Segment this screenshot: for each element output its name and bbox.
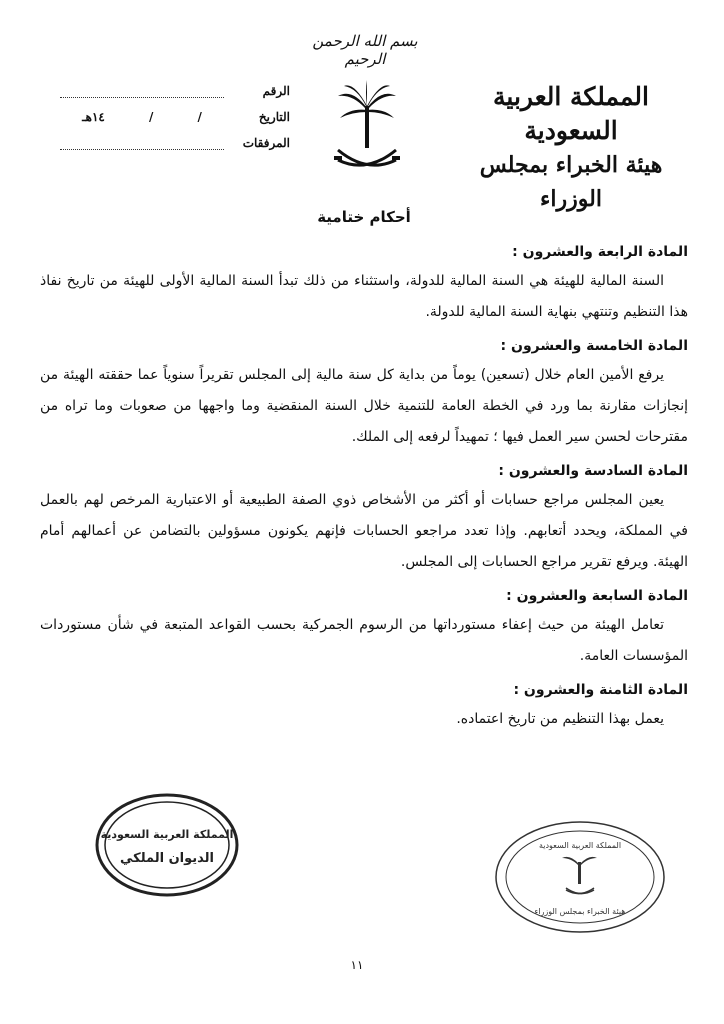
article-heading: المادة الرابعة والعشرون :	[512, 244, 688, 260]
article-heading: المادة السابعة والعشرون :	[506, 588, 688, 604]
seal-left-line2: الديوان الملكي	[119, 851, 215, 866]
reference-date-label: التاريخ	[258, 110, 290, 124]
reference-date-value	[60, 110, 224, 124]
royal-court-seal	[92, 790, 242, 900]
reference-number-label: الرقم	[262, 84, 290, 98]
letterhead-country: المملكة العربية السعودية	[493, 82, 649, 145]
article-text: السنة المالية للهيئة هي السنة المالية للدولة، واستثناء من ذلك تبدأ السنة المالية الأولى للهيئة من تاريخ نفاذ هذا التنظيم وتنتهي بنهاية السنة المالية للدولة.	[40, 273, 688, 320]
page-number: ١١	[350, 958, 364, 972]
article-heading: المادة السادسة والعشرون :	[498, 463, 688, 479]
article-text: تعامل الهيئة من حيث إعفاء مستورداتها من الرسوم الجمركية بحسب القواعد المتبعة في شأن مستوردات المؤسسات العامة.	[40, 617, 688, 664]
seal-right-line2: هيئة الخبراء بمجلس الوزراء	[534, 907, 626, 916]
basmala: بسم الله الرحمن الرحيم	[312, 32, 418, 68]
date-separator: /	[197, 110, 202, 124]
letterhead-agency: هيئة الخبراء بمجلس الوزراء	[479, 152, 663, 212]
article-text: يعمل بهذا التنظيم من تاريخ اعتماده.	[456, 711, 664, 727]
saudi-emblem-icon	[332, 78, 402, 178]
reference-attachments-line	[60, 135, 224, 150]
article-heading: المادة الثامنة والعشرون :	[513, 682, 688, 698]
seal-left-line1: المملكة العربية السعودية	[100, 828, 234, 841]
seal-right-line1: المملكة العربية السعودية	[538, 841, 622, 850]
document-title: أحكام ختامية	[317, 208, 411, 226]
date-year: ١٤هـ	[82, 110, 105, 124]
reference-block	[60, 72, 290, 150]
article-heading: المادة الخامسة والعشرون :	[500, 338, 688, 354]
reference-number-row	[60, 72, 290, 98]
experts-commission-seal	[492, 818, 668, 936]
letterhead-title	[446, 80, 696, 216]
reference-date-row	[60, 98, 290, 124]
document-body	[40, 208, 688, 745]
reference-attachments-label: المرفقات	[242, 136, 290, 150]
article-text: يعين المجلس مراجع حسابات أو أكثر من الأشخاص ذوي الصفة الطبيعية أو الاعتبارية المرخص لهم بالعمل في المملكة، ويحدد أتعابهم. وإذا تعدد مراجعو الحسابات فإنهم يكونون مسؤولين بالتضامن عن أعمالهم أمام الهيئة. ويرفع تقرير مراجع الحسابات إلى المجلس.	[40, 492, 688, 570]
article-text: يرفع الأمين العام خلال (تسعين) يوماً من بداية كل سنة مالية إلى المجلس تقريراً سنوياً عما حققته الهيئة من إنجازات مقارنة بما ورد في الخطة العامة للتنمية خلال السنة المنقضية وما واجهها من صعوبات وما تراه من مقترحات لحسن سير العمل فيها ؛ تمهيداً لرفعه إلى الملك.	[40, 367, 688, 445]
reference-attachments-row	[60, 124, 290, 150]
date-separator: /	[148, 110, 154, 124]
reference-number-line	[60, 83, 224, 98]
